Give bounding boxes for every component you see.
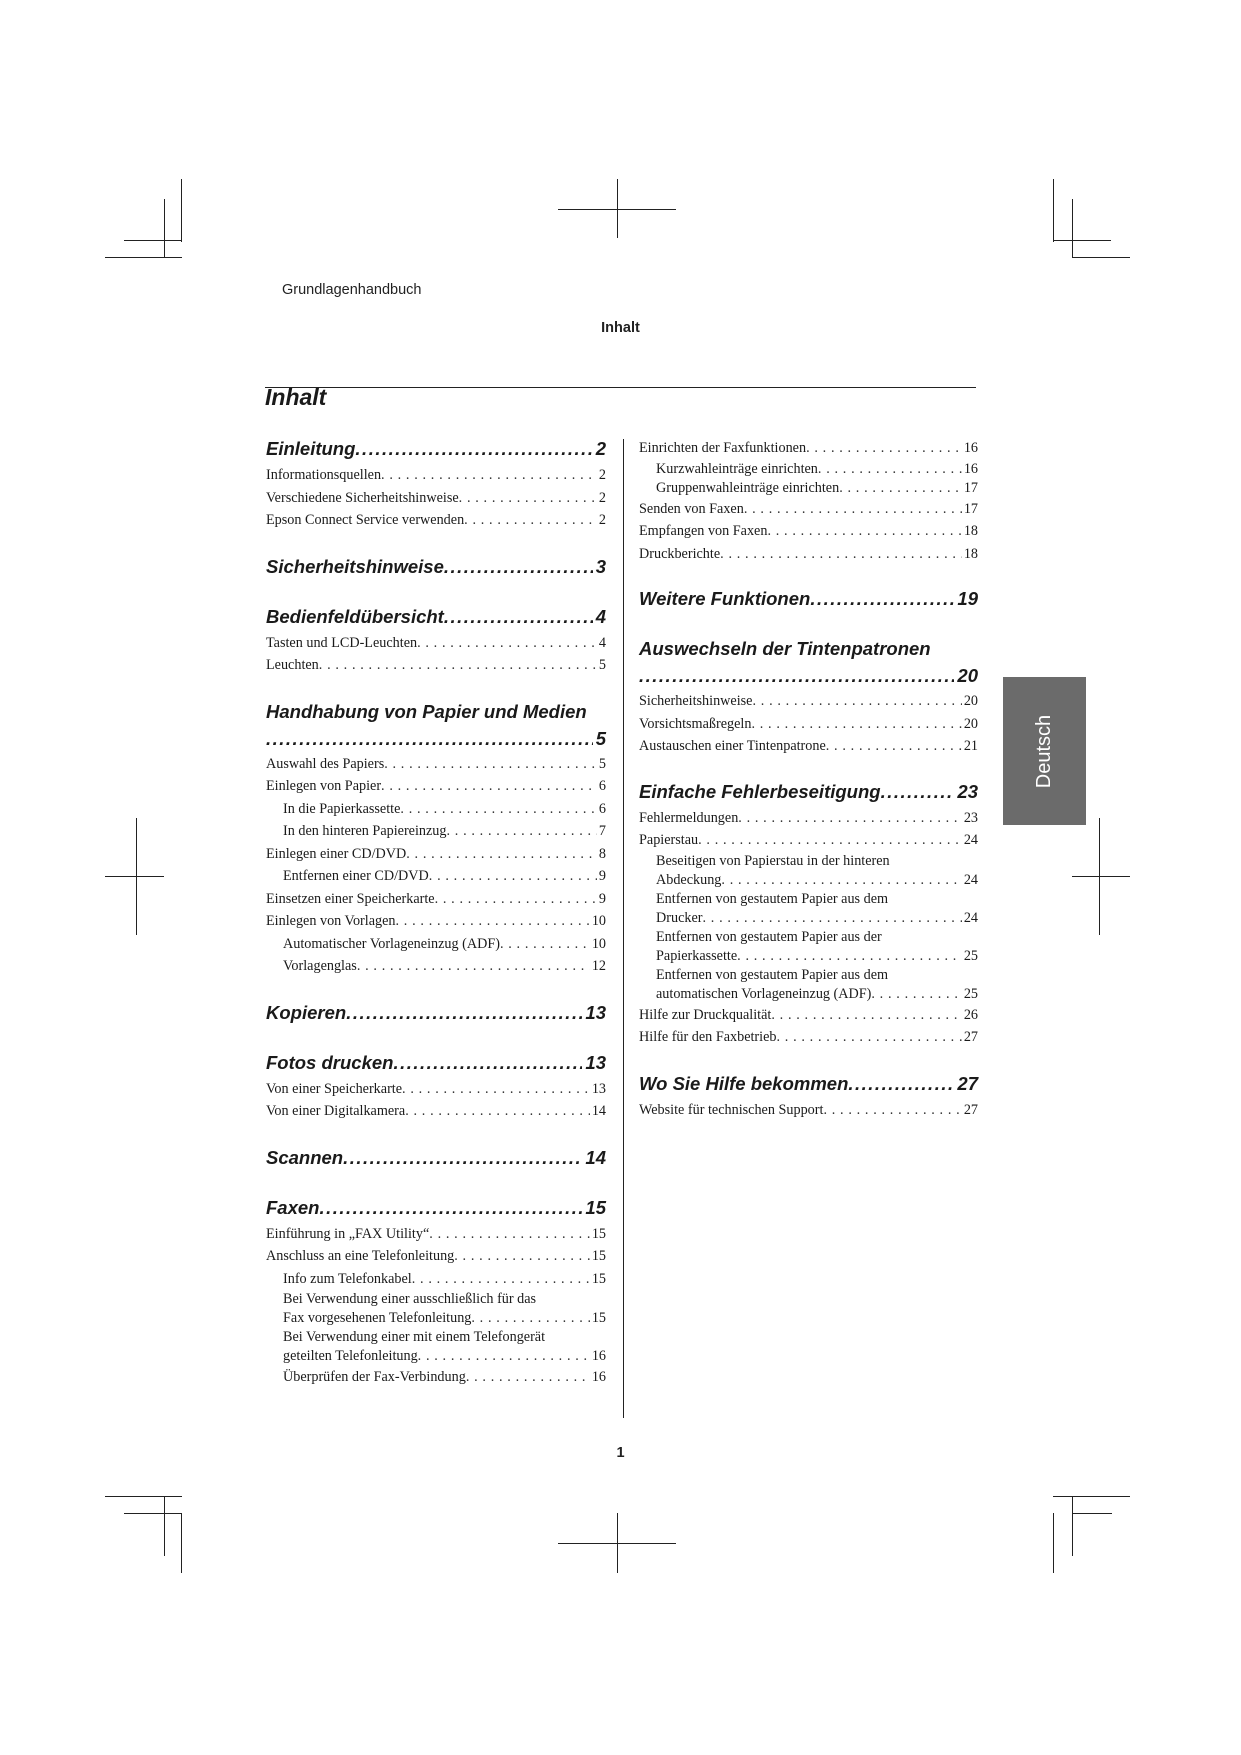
toc-left-column (266, 437, 606, 1389)
toc-section-tinte[interactable]: Auswechseln der Tintenpatronen ..... 20 (639, 637, 978, 688)
toc-subentry[interactable]: In die Papierkassette . . . 6 (266, 798, 606, 821)
toc-entry[interactable]: Druckberichte . . . 18 (639, 543, 978, 566)
language-tab-label: Deutsch (1033, 714, 1055, 788)
toc-subentry[interactable]: Entfernen einer CD/DVD . . . 9 (266, 865, 606, 888)
toc-section-weitere[interactable]: Weitere Funktionen ..... 19 (639, 587, 978, 611)
toc-entry[interactable]: Website für technischen Support . . . 27 (639, 1099, 978, 1122)
toc-entry[interactable]: Tasten und LCD-Leuchten . . . 4 (266, 632, 606, 655)
toc-entry[interactable]: Verschiedene Sicherheitshinweise . . . 2 (266, 487, 606, 510)
toc-subentry[interactable]: Vorlagenglas . . . 12 (266, 955, 606, 978)
toc-entry[interactable]: Hilfe für den Faxbetrieb . . . 27 (639, 1026, 978, 1049)
toc-subentry[interactable]: In den hinteren Papiereinzug . . . 7 (266, 820, 606, 843)
toc-section-faxen[interactable]: Faxen ..... 15 (266, 1196, 606, 1220)
toc-section-fotos[interactable]: Fotos drucken ..... 13 (266, 1051, 606, 1075)
toc-entry[interactable]: Von einer Digitalkamera . . . 14 (266, 1100, 606, 1123)
toc-section-kopieren[interactable]: Kopieren ..... 13 (266, 1001, 606, 1025)
toc-entry[interactable]: Hilfe zur Druckqualität . . . 26 (639, 1004, 978, 1027)
toc-subentry[interactable]: Entfernen von gestautem Papier aus dem automatischen Vorlageneinzug (ADF) . . . 25 (639, 966, 978, 1004)
toc-entry[interactable]: Von einer Speicherkarte . . . 13 (266, 1078, 606, 1101)
toc-subentry[interactable]: Beseitigen von Papierstau in der hinteren Abdeckung . . . 24 (639, 852, 978, 890)
toc-entry[interactable]: Einsetzen einer Speicherkarte . . . 9 (266, 888, 606, 911)
column-divider (623, 439, 624, 1418)
toc-subentry[interactable]: Info zum Telefonkabel . . . 15 (266, 1268, 606, 1291)
toc-subentry[interactable]: Automatischer Vorlageneinzug (ADF) . . . 10 (266, 933, 606, 956)
toc-subentry[interactable]: Überprüfen der Fax-Verbindung . . . 16 (266, 1366, 606, 1389)
toc-right-column (639, 437, 978, 1121)
toc-entry[interactable]: Senden von Faxen . . . 17 (639, 498, 978, 521)
toc-entry[interactable]: Einlegen einer CD/DVD . . . 8 (266, 843, 606, 866)
language-tab (1003, 677, 1086, 825)
title-rule (265, 387, 976, 388)
toc-entry[interactable]: Einrichten der Faxfunktionen . . . 16 (639, 437, 978, 460)
toc-subentry[interactable]: Bei Verwendung einer ausschließlich für das Fax vorgesehenen Telefonleitung . . . 15 (266, 1290, 606, 1328)
toc-section-einleitung[interactable]: Einleitung ..... 2 (266, 437, 606, 461)
toc-entry[interactable]: Anschluss an eine Telefonleitung . . . 15 (266, 1245, 606, 1268)
toc-entry[interactable]: Vorsichtsmaßregeln . . . 20 (639, 713, 978, 736)
toc-subentry[interactable]: Bei Verwendung einer mit einem Telefongerät geteilten Telefonleitung . . . 16 (266, 1328, 606, 1366)
page-title: Inhalt (265, 384, 327, 410)
toc-subentry[interactable]: Entfernen von gestautem Papier aus der Papierkassette . . . 25 (639, 928, 978, 966)
toc-entry[interactable]: Auswahl des Papiers . . . 5 (266, 753, 606, 776)
toc-entry[interactable]: Epson Connect Service verwenden . . . 2 (266, 509, 606, 532)
toc-entry[interactable]: Papierstau . . . 24 (639, 829, 978, 852)
running-header-section: Inhalt (601, 320, 640, 336)
toc-entry[interactable]: Einführung in „FAX Utility“ . . . 15 (266, 1223, 606, 1246)
toc-section-scannen[interactable]: Scannen ..... 14 (266, 1146, 606, 1170)
toc-section-sicherheit[interactable]: Sicherheitshinweise ..... 3 (266, 555, 606, 579)
toc-entry[interactable]: Sicherheitshinweise . . . 20 (639, 690, 978, 713)
toc-entry[interactable]: Austauschen einer Tintenpatrone . . . 21 (639, 735, 978, 758)
toc-entry[interactable]: Fehlermeldungen . . . 23 (639, 807, 978, 830)
toc-entry[interactable]: Informationsquellen . . . 2 (266, 464, 606, 487)
toc-entry[interactable]: Einlegen von Papier . . . 6 (266, 775, 606, 798)
toc-section-hilfe[interactable]: Wo Sie Hilfe bekommen ..... 27 (639, 1072, 978, 1096)
toc-subentry[interactable]: Kurzwahleinträge einrichten . . . 16 (639, 460, 978, 479)
toc-section-papier[interactable]: Handhabung von Papier und Medien ..... 5 (266, 700, 606, 751)
toc-subentry[interactable]: Entfernen von gestautem Papier aus dem Drucker . . . 24 (639, 890, 978, 928)
toc-entry[interactable]: Leuchten . . . 5 (266, 654, 606, 677)
toc-section-fehler[interactable]: Einfache Fehlerbeseitigung ..... 23 (639, 780, 978, 804)
running-header-doc: Grundlagenhandbuch (282, 282, 422, 298)
toc-entry[interactable]: Empfangen von Faxen . . . 18 (639, 520, 978, 543)
toc-subentry[interactable]: Gruppenwahleinträge einrichten . . . 17 (639, 479, 978, 498)
toc-entry[interactable]: Einlegen von Vorlagen . . . 10 (266, 910, 606, 933)
toc-section-bedienfeld[interactable]: Bedienfeldübersicht ..... 4 (266, 605, 606, 629)
page-number: 1 (616, 1445, 625, 1461)
